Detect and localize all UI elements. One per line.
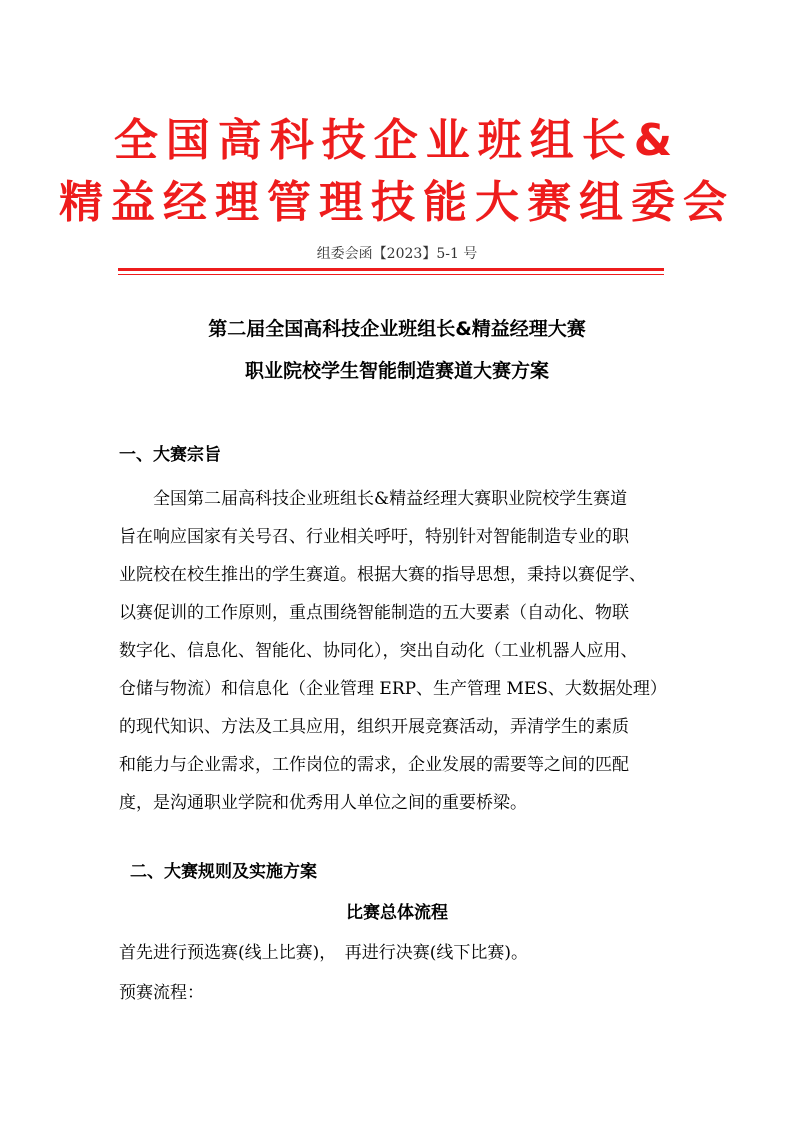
paragraph-line: 全国第二届高科技企业班组长&精益经理大赛职业院校学生赛道 xyxy=(119,489,628,509)
paragraph-line: 度，是沟通职业学院和优秀用人单位之间的重要桥梁。 xyxy=(119,793,527,813)
subheading-overall-process: 比赛总体流程 xyxy=(346,903,448,923)
document-title-line-1: 第二届全国高科技企业班组长&精益经理大赛 xyxy=(208,318,586,340)
organization-name-line-1: 全国高科技企业班组长& xyxy=(113,115,681,166)
document-number: 组委会函【2023】5-1 号 xyxy=(316,246,478,262)
header-divider-thick xyxy=(118,268,664,271)
document-title-line-2: 职业院校学生智能制造赛道大赛方案 xyxy=(244,360,549,382)
paragraph-line: 的现代知识、方法及工具应用，组织开展竞赛活动，弄清学生的素质 xyxy=(119,717,629,737)
paragraph-line: 仓储与物流）和信息化（企业管理 ERP、生产管理 MES、大数据处理） xyxy=(119,679,667,699)
paragraph-line: 业院校在校生推出的学生赛道。根据大赛的指导思想，秉持以赛促学、 xyxy=(119,565,646,585)
purpose-paragraph xyxy=(119,480,677,822)
paragraph-line: 以赛促训的工作原则，重点围绕智能制造的五大要素（自动化、物联 xyxy=(119,603,629,623)
section-heading-rules: 二、大赛规则及实施方案 xyxy=(130,862,317,882)
paragraph-line: 旨在响应国家有关号召、行业相关呼吁，特别针对智能制造专业的职 xyxy=(119,527,629,547)
header-divider-thin xyxy=(118,274,664,275)
preliminary-process-label: 预赛流程： xyxy=(119,983,204,1003)
paragraph-line: 和能力与企业需求，工作岗位的需求，企业发展的需要等之间的匹配 xyxy=(119,755,629,775)
organization-name-line-2: 精益经理管理技能大赛组委会 xyxy=(59,177,735,228)
process-line: 首先进行预选赛(线上比赛)， 再进行决赛(线下比赛)。 xyxy=(119,943,529,963)
section-heading-purpose: 一、大赛宗旨 xyxy=(119,445,221,465)
paragraph-line: 数字化、信息化、智能化、协同化），突出自动化（工业机器人应用、 xyxy=(119,641,638,661)
